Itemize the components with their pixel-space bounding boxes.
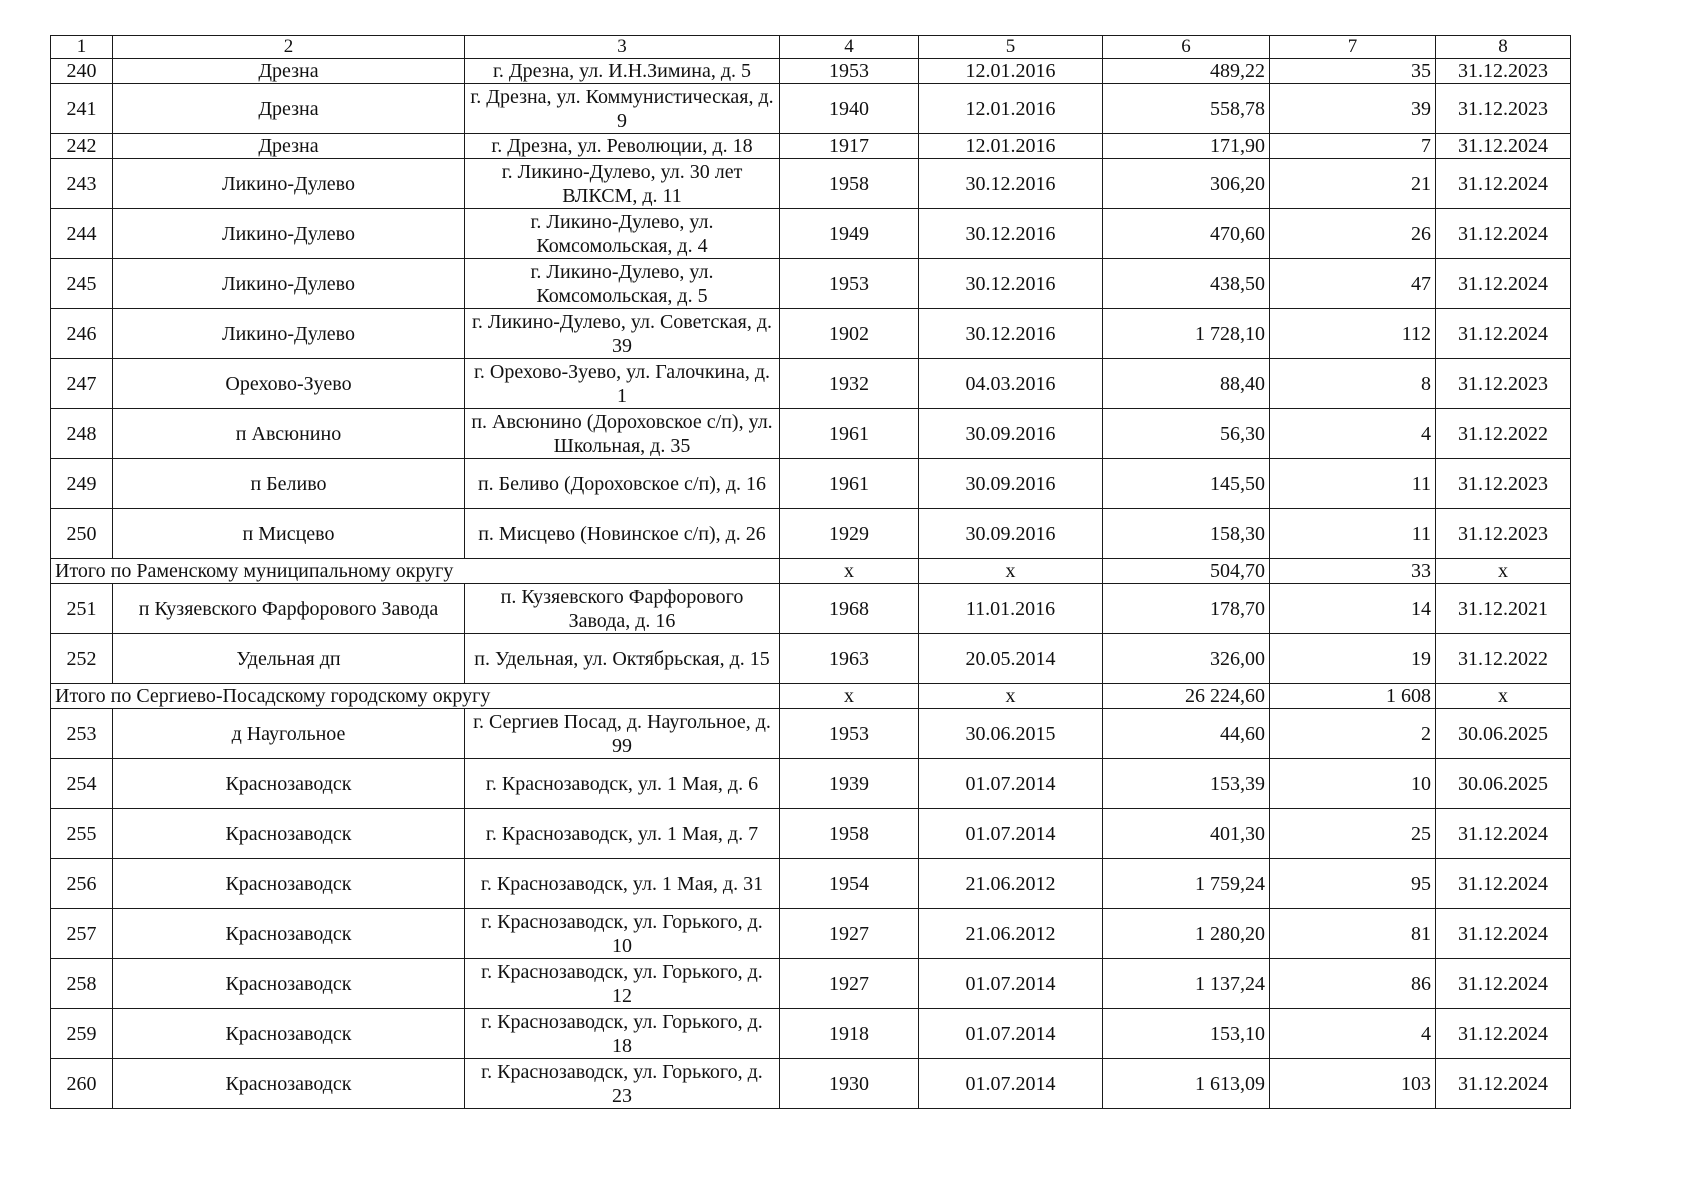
cell-deadline: 31.12.2024 (1436, 259, 1571, 309)
cell-address: г. Дрезна, ул. Революции, д. 18 (465, 134, 780, 159)
cell-number: 248 (51, 409, 113, 459)
cell-locality: Краснозаводск (113, 1059, 465, 1109)
cell-count: 112 (1270, 309, 1436, 359)
cell-locality: Ликино-Дулево (113, 159, 465, 209)
cell-area: 558,78 (1103, 84, 1270, 134)
cell-year: 1939 (780, 759, 919, 809)
table-row (51, 134, 1571, 159)
cell-count: 11 (1270, 509, 1436, 559)
cell-area: 326,00 (1103, 634, 1270, 684)
cell-date: 30.12.2016 (919, 259, 1103, 309)
cell-address: г. Краснозаводск, ул. Горького, д. 10 (465, 909, 780, 959)
cell-year: 1927 (780, 959, 919, 1009)
cell-number: 257 (51, 909, 113, 959)
cell-year: 1961 (780, 459, 919, 509)
cell-count: 95 (1270, 859, 1436, 909)
cell-date: 30.09.2016 (919, 409, 1103, 459)
column-header: 5 (919, 36, 1103, 59)
cell-area: 153,10 (1103, 1009, 1270, 1059)
cell-year: 1930 (780, 1059, 919, 1109)
cell-count: 86 (1270, 959, 1436, 1009)
cell-deadline: 31.12.2024 (1436, 809, 1571, 859)
cell-area: 1 280,20 (1103, 909, 1270, 959)
cell-number: 240 (51, 59, 113, 84)
cell-address: г. Дрезна, ул. И.Н.Зимина, д. 5 (465, 59, 780, 84)
cell-address: г. Орехово-Зуево, ул. Галочкина, д. 1 (465, 359, 780, 409)
cell-deadline: x (1436, 684, 1571, 709)
cell-count: 4 (1270, 409, 1436, 459)
cell-date: 12.01.2016 (919, 59, 1103, 84)
column-header: 6 (1103, 36, 1270, 59)
cell-date: 30.09.2016 (919, 459, 1103, 509)
cell-locality: Дрезна (113, 59, 465, 84)
cell-address: г. Ликино-Дулево, ул. Комсомольская, д. 4 (465, 209, 780, 259)
cell-date: 30.09.2016 (919, 509, 1103, 559)
cell-area: 178,70 (1103, 584, 1270, 634)
cell-locality: Краснозаводск (113, 759, 465, 809)
table-row (51, 709, 1571, 759)
cell-deadline: 31.12.2023 (1436, 84, 1571, 134)
cell-date: 21.06.2012 (919, 859, 1103, 909)
cell-year: 1953 (780, 59, 919, 84)
cell-address: п. Удельная, ул. Октябрьская, д. 15 (465, 634, 780, 684)
cell-address: г. Краснозаводск, ул. 1 Мая, д. 7 (465, 809, 780, 859)
subtotal-row (51, 684, 1571, 709)
cell-year: 1918 (780, 1009, 919, 1059)
column-number-header-row (51, 36, 1571, 59)
cell-year: 1927 (780, 909, 919, 959)
subtotal-label: Итого по Раменскому муниципальному округу (51, 559, 780, 584)
cell-count: 35 (1270, 59, 1436, 84)
cell-number: 247 (51, 359, 113, 409)
cell-locality: Удельная дп (113, 634, 465, 684)
cell-locality: Краснозаводск (113, 959, 465, 1009)
cell-number: 245 (51, 259, 113, 309)
subtotal-label: Итого по Сергиево-Посадскому городскому округу (51, 684, 780, 709)
cell-date: 30.12.2016 (919, 159, 1103, 209)
table-body (51, 36, 1571, 1109)
cell-number: 258 (51, 959, 113, 1009)
cell-count: 103 (1270, 1059, 1436, 1109)
cell-number: 256 (51, 859, 113, 909)
cell-area: 1 759,24 (1103, 859, 1270, 909)
column-header: 7 (1270, 36, 1436, 59)
cell-deadline: 31.12.2024 (1436, 134, 1571, 159)
cell-number: 243 (51, 159, 113, 209)
cell-area: 438,50 (1103, 259, 1270, 309)
cell-date: 11.01.2016 (919, 584, 1103, 634)
cell-number: 241 (51, 84, 113, 134)
cell-address: п. Кузяевского Фарфорового Завода, д. 16 (465, 584, 780, 634)
table-row (51, 159, 1571, 209)
cell-deadline: 31.12.2024 (1436, 1009, 1571, 1059)
cell-year: 1902 (780, 309, 919, 359)
table-row (51, 59, 1571, 84)
cell-address: г. Ликино-Дулево, ул. Комсомольская, д. 5 (465, 259, 780, 309)
cell-year: x (780, 684, 919, 709)
cell-year: 1968 (780, 584, 919, 634)
cell-count: 39 (1270, 84, 1436, 134)
table-row (51, 584, 1571, 634)
column-header: 8 (1436, 36, 1571, 59)
cell-year: 1940 (780, 84, 919, 134)
cell-year: 1963 (780, 634, 919, 684)
cell-year: x (780, 559, 919, 584)
cell-number: 260 (51, 1059, 113, 1109)
cell-area: 1 613,09 (1103, 1059, 1270, 1109)
cell-locality: п Мисцево (113, 509, 465, 559)
column-header: 2 (113, 36, 465, 59)
table-row (51, 909, 1571, 959)
cell-year: 1958 (780, 809, 919, 859)
cell-year: 1953 (780, 709, 919, 759)
cell-year: 1949 (780, 209, 919, 259)
table-row (51, 809, 1571, 859)
cell-year: 1961 (780, 409, 919, 459)
cell-locality: п Кузяевского Фарфорового Завода (113, 584, 465, 634)
cell-number: 246 (51, 309, 113, 359)
cell-count: 33 (1270, 559, 1436, 584)
cell-count: 26 (1270, 209, 1436, 259)
cell-area: 145,50 (1103, 459, 1270, 509)
column-header: 3 (465, 36, 780, 59)
cell-deadline: 31.12.2024 (1436, 309, 1571, 359)
cell-count: 7 (1270, 134, 1436, 159)
cell-count: 8 (1270, 359, 1436, 409)
cell-count: 11 (1270, 459, 1436, 509)
cell-number: 253 (51, 709, 113, 759)
cell-area: 56,30 (1103, 409, 1270, 459)
table-row (51, 759, 1571, 809)
cell-date: 30.12.2016 (919, 209, 1103, 259)
cell-date: 01.07.2014 (919, 959, 1103, 1009)
cell-deadline: 31.12.2021 (1436, 584, 1571, 634)
table-row (51, 1009, 1571, 1059)
table-row (51, 1059, 1571, 1109)
cell-number: 255 (51, 809, 113, 859)
cell-count: 2 (1270, 709, 1436, 759)
cell-count: 47 (1270, 259, 1436, 309)
subtotal-row (51, 559, 1571, 584)
cell-year: 1958 (780, 159, 919, 209)
cell-number: 249 (51, 459, 113, 509)
cell-number: 259 (51, 1009, 113, 1059)
cell-date: 20.05.2014 (919, 634, 1103, 684)
cell-address: г. Ликино-Дулево, ул. 30 лет ВЛКСМ, д. 11 (465, 159, 780, 209)
cell-number: 252 (51, 634, 113, 684)
cell-deadline: 31.12.2023 (1436, 509, 1571, 559)
table-row (51, 359, 1571, 409)
cell-address: г. Ликино-Дулево, ул. Советская, д. 39 (465, 309, 780, 359)
cell-locality: Краснозаводск (113, 859, 465, 909)
cell-year: 1932 (780, 359, 919, 409)
cell-count: 4 (1270, 1009, 1436, 1059)
cell-locality: Ликино-Дулево (113, 209, 465, 259)
cell-year: 1954 (780, 859, 919, 909)
cell-deadline: 31.12.2023 (1436, 459, 1571, 509)
cell-locality: Ликино-Дулево (113, 309, 465, 359)
cell-area: 401,30 (1103, 809, 1270, 859)
cell-number: 251 (51, 584, 113, 634)
cell-locality: Дрезна (113, 84, 465, 134)
cell-locality: Ликино-Дулево (113, 259, 465, 309)
cell-area: 1 728,10 (1103, 309, 1270, 359)
cell-locality: Краснозаводск (113, 1009, 465, 1059)
cell-deadline: 31.12.2023 (1436, 359, 1571, 409)
cell-count: 25 (1270, 809, 1436, 859)
cell-area: 489,22 (1103, 59, 1270, 84)
table-row (51, 209, 1571, 259)
cell-deadline: 31.12.2024 (1436, 959, 1571, 1009)
table-row (51, 459, 1571, 509)
table-row (51, 309, 1571, 359)
cell-address: п. Беливо (Дороховское с/п), д. 16 (465, 459, 780, 509)
cell-date: 01.07.2014 (919, 809, 1103, 859)
cell-deadline: x (1436, 559, 1571, 584)
cell-area: 44,60 (1103, 709, 1270, 759)
cell-address: п. Авсюнино (Дороховское с/п), ул. Школьная, д. 35 (465, 409, 780, 459)
cell-locality: д Наугольное (113, 709, 465, 759)
table-row (51, 84, 1571, 134)
cell-count: 21 (1270, 159, 1436, 209)
cell-deadline: 31.12.2024 (1436, 209, 1571, 259)
cell-date: 30.12.2016 (919, 309, 1103, 359)
cell-locality: п Авсюнино (113, 409, 465, 459)
table-row (51, 859, 1571, 909)
cell-address: п. Мисцево (Новинское с/п), д. 26 (465, 509, 780, 559)
table-row (51, 409, 1571, 459)
cell-deadline: 30.06.2025 (1436, 709, 1571, 759)
cell-deadline: 31.12.2024 (1436, 859, 1571, 909)
table-row (51, 959, 1571, 1009)
cell-date: 01.07.2014 (919, 759, 1103, 809)
cell-locality: Дрезна (113, 134, 465, 159)
cell-address: г. Дрезна, ул. Коммунистическая, д. 9 (465, 84, 780, 134)
cell-number: 250 (51, 509, 113, 559)
cell-locality: п Беливо (113, 459, 465, 509)
cell-deadline: 31.12.2022 (1436, 634, 1571, 684)
cell-address: г. Краснозаводск, ул. Горького, д. 12 (465, 959, 780, 1009)
cell-address: г. Краснозаводск, ул. Горького, д. 18 (465, 1009, 780, 1059)
cell-count: 14 (1270, 584, 1436, 634)
cell-date: 01.07.2014 (919, 1059, 1103, 1109)
cell-count: 10 (1270, 759, 1436, 809)
cell-number: 242 (51, 134, 113, 159)
cell-year: 1929 (780, 509, 919, 559)
column-header: 1 (51, 36, 113, 59)
cell-date: 04.03.2016 (919, 359, 1103, 409)
cell-date: x (919, 559, 1103, 584)
cell-deadline: 31.12.2022 (1436, 409, 1571, 459)
cell-address: г. Краснозаводск, ул. 1 Мая, д. 31 (465, 859, 780, 909)
cell-date: 01.07.2014 (919, 1009, 1103, 1059)
table-row (51, 259, 1571, 309)
cell-deadline: 31.12.2024 (1436, 909, 1571, 959)
cell-deadline: 30.06.2025 (1436, 759, 1571, 809)
cell-locality: Краснозаводск (113, 909, 465, 959)
cell-year: 1917 (780, 134, 919, 159)
cell-count: 81 (1270, 909, 1436, 959)
housing-register-table (50, 35, 1571, 1109)
cell-year: 1953 (780, 259, 919, 309)
cell-date: 12.01.2016 (919, 134, 1103, 159)
cell-address: г. Сергиев Посад, д. Наугольное, д. 99 (465, 709, 780, 759)
cell-area: 26 224,60 (1103, 684, 1270, 709)
cell-area: 158,30 (1103, 509, 1270, 559)
cell-date: 12.01.2016 (919, 84, 1103, 134)
cell-locality: Орехово-Зуево (113, 359, 465, 409)
cell-date: 30.06.2015 (919, 709, 1103, 759)
cell-area: 88,40 (1103, 359, 1270, 409)
cell-address: г. Краснозаводск, ул. 1 Мая, д. 6 (465, 759, 780, 809)
cell-deadline: 31.12.2024 (1436, 159, 1571, 209)
cell-area: 470,60 (1103, 209, 1270, 259)
cell-area: 1 137,24 (1103, 959, 1270, 1009)
table-row (51, 509, 1571, 559)
cell-area: 306,20 (1103, 159, 1270, 209)
table-row (51, 634, 1571, 684)
cell-area: 504,70 (1103, 559, 1270, 584)
cell-number: 254 (51, 759, 113, 809)
cell-date: 21.06.2012 (919, 909, 1103, 959)
cell-count: 1 608 (1270, 684, 1436, 709)
cell-locality: Краснозаводск (113, 809, 465, 859)
cell-area: 153,39 (1103, 759, 1270, 809)
cell-deadline: 31.12.2024 (1436, 1059, 1571, 1109)
cell-address: г. Краснозаводск, ул. Горького, д. 23 (465, 1059, 780, 1109)
cell-deadline: 31.12.2023 (1436, 59, 1571, 84)
cell-count: 19 (1270, 634, 1436, 684)
cell-number: 244 (51, 209, 113, 259)
column-header: 4 (780, 36, 919, 59)
cell-area: 171,90 (1103, 134, 1270, 159)
cell-date: x (919, 684, 1103, 709)
